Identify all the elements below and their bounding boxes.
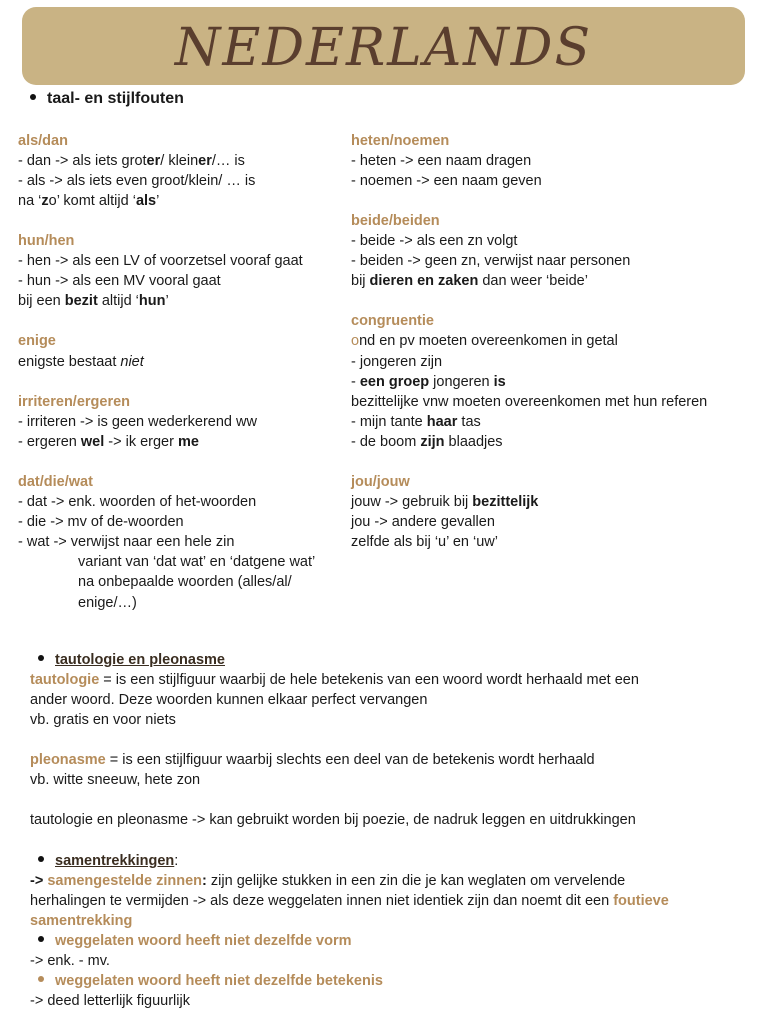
section-heading: taal- en stijlfouten — [47, 90, 184, 107]
heading-als-dan: als/dan — [18, 133, 68, 149]
text-line: samentrekking — [30, 913, 133, 929]
text-line: jou -> andere gevallen — [351, 514, 495, 530]
text-line: -> samengestelde zinnen: zijn gelijke stukken in een zin die je kan weglaten om vervelende — [30, 873, 626, 889]
text-line: enigste bestaat niet — [18, 354, 144, 370]
text-line: bezittelijke vnw moeten overeenkomen met hun referen — [351, 394, 708, 410]
text-line: -> deed letterlijk figuurlijk — [30, 993, 190, 1009]
text-line: - wat -> verwijst naar een hele zin — [18, 534, 235, 550]
heading-hun-hen: hun/hen — [18, 233, 75, 249]
text-line: zelfde als bij ‘u’ en ‘uw’ — [351, 534, 498, 550]
text-line: - de boom zijn blaadjes — [351, 434, 503, 450]
bullet-icon — [38, 655, 44, 661]
text-line: - beiden -> geen zn, verwijst naar personen — [351, 253, 631, 269]
text-line: - die -> mv of de-woorden — [18, 514, 184, 530]
section-bullet-samentrekkingen: samentrekkingen: — [38, 851, 178, 871]
heading-dat-die-wat: dat/die/wat — [18, 474, 93, 490]
text-line: na onbepaalde woorden (alles/al/ — [78, 574, 292, 590]
text-line: enige/…) — [78, 595, 137, 611]
text-line: - hen -> als een LV of voorzetsel vooraf gaat — [18, 253, 303, 269]
heading-beide-beiden: beide/beiden — [351, 213, 440, 229]
heading-jou-jouw: jou/jouw — [351, 474, 410, 490]
text-line: vb. gratis en voor niets — [30, 712, 176, 728]
bullet-icon — [38, 976, 44, 982]
text-line: - beide -> als een zn volgt — [351, 233, 518, 249]
text-line: - mijn tante haar tas — [351, 414, 481, 430]
text-line: - heten -> een naam dragen — [351, 153, 532, 169]
text-line: tautologie en pleonasme -> kan gebruikt worden bij poezie, de nadruk leggen en uitdrukkingen — [30, 812, 636, 828]
text-line: - jongeren zijn — [351, 354, 443, 370]
bullet-icon — [38, 856, 44, 862]
list-item: weggelaten woord heeft niet dezelfde betekenis — [38, 971, 383, 991]
title-banner — [22, 7, 745, 85]
page-title: NEDERLANDS — [174, 18, 593, 78]
text-line: -> enk. - mv. — [30, 953, 110, 969]
text-line: bij een bezit altijd ‘hun’ — [18, 293, 169, 309]
text-line: pleonasme = is een stijlfiguur waarbij slechts een deel van de betekenis wordt herhaald — [30, 752, 595, 768]
text-line: tautologie = is een stijlfiguur waarbij de hele betekenis van een woord wordt herhaald met een — [30, 672, 639, 688]
text-line: - dat -> enk. woorden of het-woorden — [18, 494, 257, 510]
heading-congruentie: congruentie — [351, 313, 434, 329]
text-line: na ‘zo’ komt altijd ‘als’ — [18, 193, 160, 209]
section-bullet-tautologie: tautologie en pleonasme — [38, 650, 225, 670]
section-bullet-stijlfouten — [30, 89, 184, 109]
bullet-icon — [30, 94, 36, 100]
text-line: - noemen -> een naam geven — [351, 173, 542, 189]
text-line: ander woord. Deze woorden kunnen elkaar perfect vervangen — [30, 692, 428, 708]
list-item: weggelaten woord heeft niet dezelfde vorm — [38, 931, 352, 951]
text-line: vb. witte sneeuw, hete zon — [30, 772, 201, 788]
heading-enige: enige — [18, 333, 56, 349]
text-line: bij dieren en zaken dan weer ‘beide’ — [351, 273, 588, 289]
text-line: - ergeren wel -> ik erger me — [18, 434, 199, 450]
text-line: ond en pv moeten overeenkomen in getal — [351, 333, 618, 349]
heading-irriteren-ergeren: irriteren/ergeren — [18, 394, 131, 410]
text-line: - dan -> als iets groter/ kleiner/… is — [18, 153, 245, 169]
text-line: variant van ‘dat wat’ en ‘datgene wat’ — [78, 554, 316, 570]
text-line: herhalingen te vermijden -> als deze weggelaten innen niet identiek zijn dan noemt dit een foutieve — [30, 893, 669, 909]
text-line: - hun -> als een MV vooral gaat — [18, 273, 221, 289]
text-line: - als -> als iets even groot/klein/ … is — [18, 173, 256, 189]
text-line: - een groep jongeren is — [351, 374, 506, 390]
text-line: - irriteren -> is geen wederkerend ww — [18, 414, 257, 430]
bullet-icon — [38, 936, 44, 942]
text-line: jouw -> gebruik bij bezittelijk — [351, 494, 539, 510]
heading-heten-noemen: heten/noemen — [351, 133, 450, 149]
